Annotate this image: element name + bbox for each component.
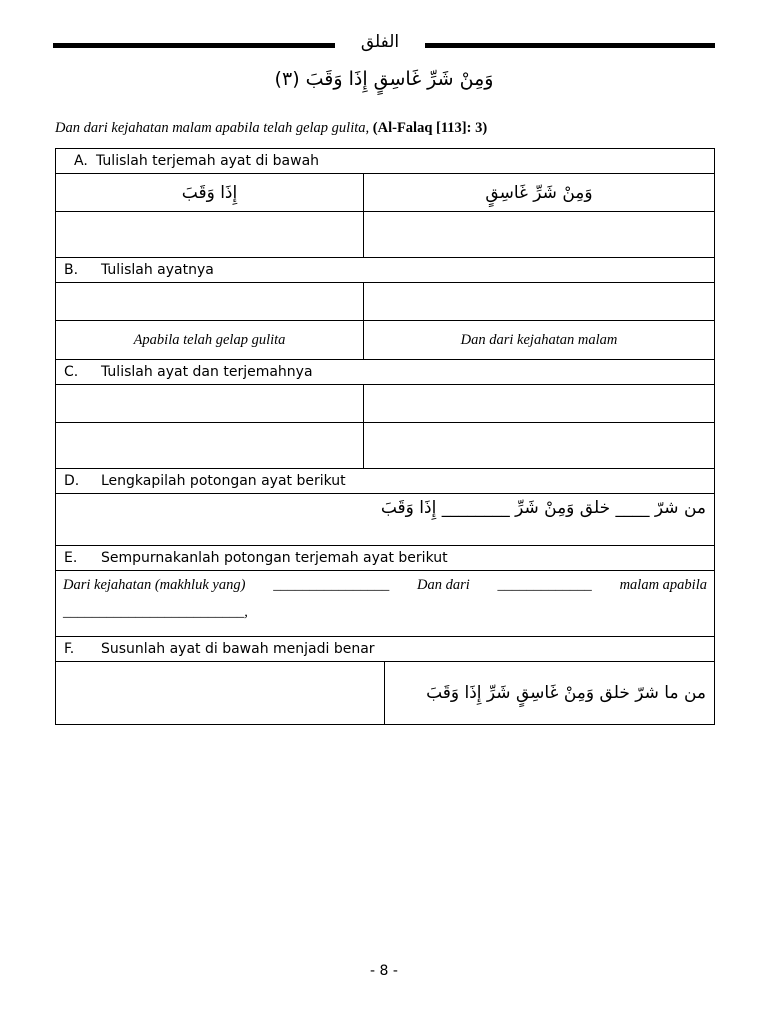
section-c-row-2-left[interactable] [56,423,364,468]
section-e-line-2: _________________________, [63,604,248,620]
section-c-row-1-right[interactable] [364,385,714,422]
section-e-blank-1: ________________ [273,577,390,593]
section-d-letter: D. [64,473,80,489]
page-number: - 8 - [370,963,398,979]
section-c-row-2 [56,423,714,469]
section-c-title: Tulislah ayat dan terjemahnya [101,364,313,380]
section-e-line-1 [63,572,707,599]
header-rule-left [53,43,335,48]
section-f-text: من ما شرّ خلق وَمِنْ غَاسِقٍ شَرِّ إِذَا وَقَبَ [426,683,706,703]
ayah-arabic: وَمِنْ شَرِّ غَاسِقٍ إِذَا وَقَبَ (٣) [274,68,494,90]
surah-title: الفلق [360,32,400,52]
header-rule-right [425,43,715,48]
section-a-letter: A. [74,153,88,169]
section-a-arabic-row [56,174,714,212]
section-b-left-cell [56,321,364,359]
section-f-letter: F. [64,641,75,657]
section-d-title: Lengkapilah potongan ayat berikut [101,473,346,489]
section-e-part-3: malam apabila [619,577,707,593]
section-b-answer-left[interactable] [56,283,364,320]
section-b-right-text: Dan dari kejahatan malam [460,331,618,348]
section-b-answer-right[interactable] [364,283,714,320]
section-b-answer-row [56,283,714,321]
section-a-left-arabic: إِذَا وَقَبَ [181,182,238,203]
section-b-left-text: Apabila telah gelap gulita [133,331,286,348]
section-b-right-cell [364,321,714,359]
section-a-answer-row [56,212,714,258]
section-b-header [56,258,714,283]
ayah-translation: Dan dari kejahatan malam apabila telah gelap gulita, [55,120,370,136]
section-c-letter: C. [64,364,79,380]
section-f-row [56,662,714,725]
section-d-text: من شرّ ____ خلق وَمِنْ شَرِّ ________ إِذَا وَقَبَ [380,498,706,518]
section-a-answer-right[interactable] [364,212,714,257]
section-e-title: Sempurnakanlah potongan terjemah ayat berikut [101,550,448,566]
worksheet-table [55,148,715,725]
section-a-right-arabic: وَمِنْ شَرِّ غَاسِقٍ [485,182,593,203]
section-c-row-1-left[interactable] [56,385,364,422]
section-e-part-1: Dari kejahatan (makhluk yang) [63,577,246,593]
section-d-header [56,469,714,494]
section-a-answer-left[interactable] [56,212,364,257]
section-e-blank-2: _____________ [497,577,592,593]
section-a-header [56,149,714,174]
section-b-letter: B. [64,262,79,278]
section-e-letter: E. [64,550,78,566]
section-c-row-2-right[interactable] [364,423,714,468]
section-a-left-cell [56,174,364,211]
section-f-header [56,637,714,662]
section-a-right-cell [364,174,714,211]
section-f-question-cell [385,662,714,724]
section-a-title: Tulislah terjemah ayat di bawah [96,153,320,169]
section-f-answer-cell[interactable] [56,662,385,724]
section-d-cell[interactable] [56,494,714,546]
section-e-header [56,546,714,571]
ayah-translation-line [55,120,735,137]
section-b-title: Tulislah ayatnya [101,262,214,278]
section-b-text-row [56,321,714,360]
section-c-row-1 [56,385,714,423]
section-e-part-2: Dan dari [416,577,470,593]
section-c-header [56,360,714,385]
ayah-reference: (Al-Falaq [113]: 3) [372,120,488,136]
section-f-title: Susunlah ayat di bawah menjadi benar [101,641,375,657]
section-e-cell[interactable] [56,571,714,637]
